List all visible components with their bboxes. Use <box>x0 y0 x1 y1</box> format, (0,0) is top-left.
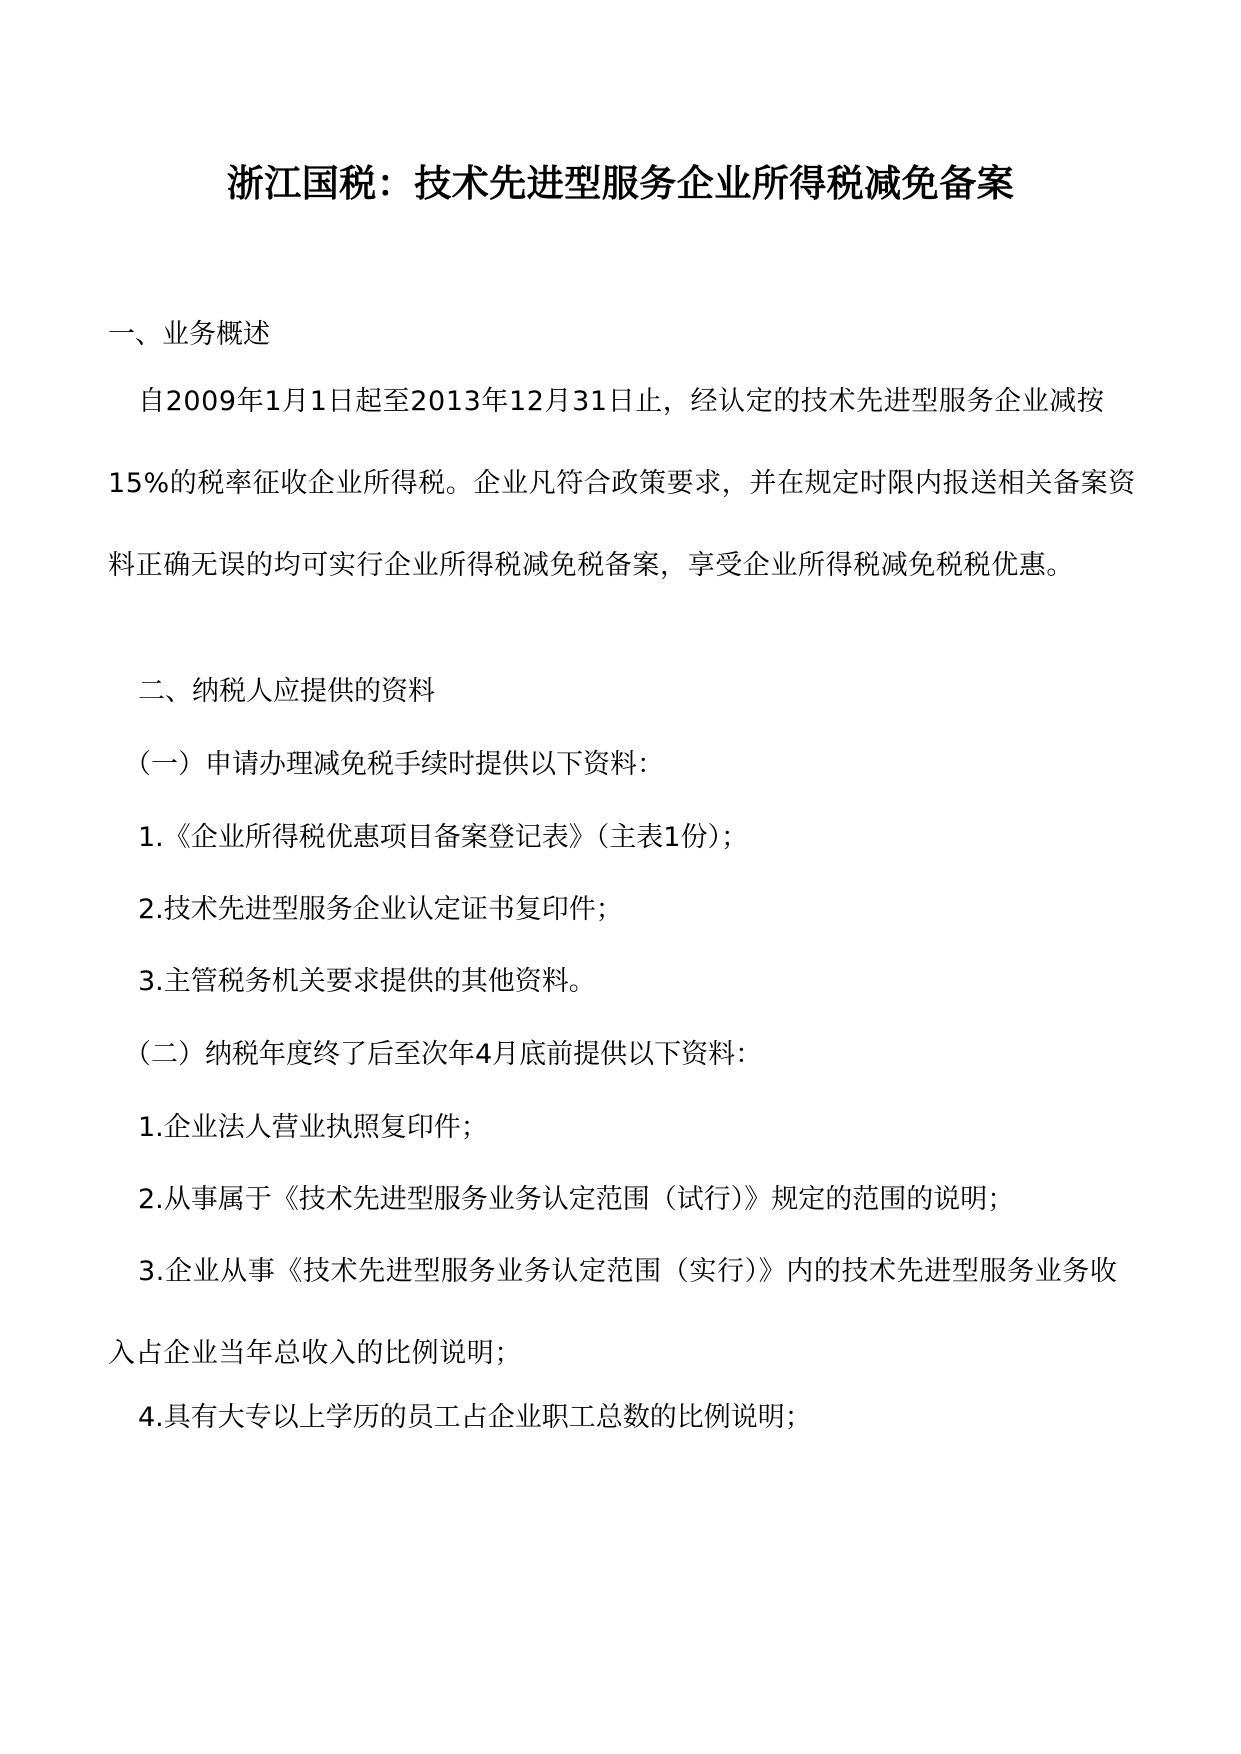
subsection-heading-application: （一）申请办理减免税手续时提供以下资料： <box>124 749 664 780</box>
list-item: 3.主管税务机关要求提供的其他资料。 <box>138 966 596 997</box>
section-heading-overview: 一、业务概述 <box>108 319 270 350</box>
list-item: 4.具有大专以上学历的员工占企业职工总数的比例说明； <box>138 1402 812 1433</box>
list-item: 2.技术先进型服务企业认定证书复印件； <box>138 894 623 925</box>
list-item: 1.《企业所得税优惠项目备案登记表》（主表1份）； <box>138 822 748 853</box>
list-item: 3.企业从事《技术先进型服务业务认定范围（实行）》内的技术先进型服务业务收入占企业当年总收入的比例说明； <box>108 1256 1118 1369</box>
overview-paragraph: 自2009年1月1日起至2013年12月31日止，经认定的技术先进型服务企业减按15%的税率征收企业所得税。企业凡符合政策要求，并在规定时限内报送相关备案资料正确无误的均可实行企业所得税减免税备案，享受企业所得税减免税税优惠。 <box>108 386 1136 581</box>
document-title: 浙江国税：技术先进型服务企业所得税减免备案 <box>226 162 1015 205</box>
list-item: 1.企业法人营业执照复印件； <box>138 1112 488 1143</box>
list-item: 2.从事属于《技术先进型服务业务认定范围（试行）》规定的范围的说明； <box>138 1184 1015 1215</box>
subsection-heading-year-end: （二）纳税年度终了后至次年4月底前提供以下资料： <box>124 1039 763 1070</box>
section-heading-materials: 二、纳税人应提供的资料 <box>138 676 435 707</box>
